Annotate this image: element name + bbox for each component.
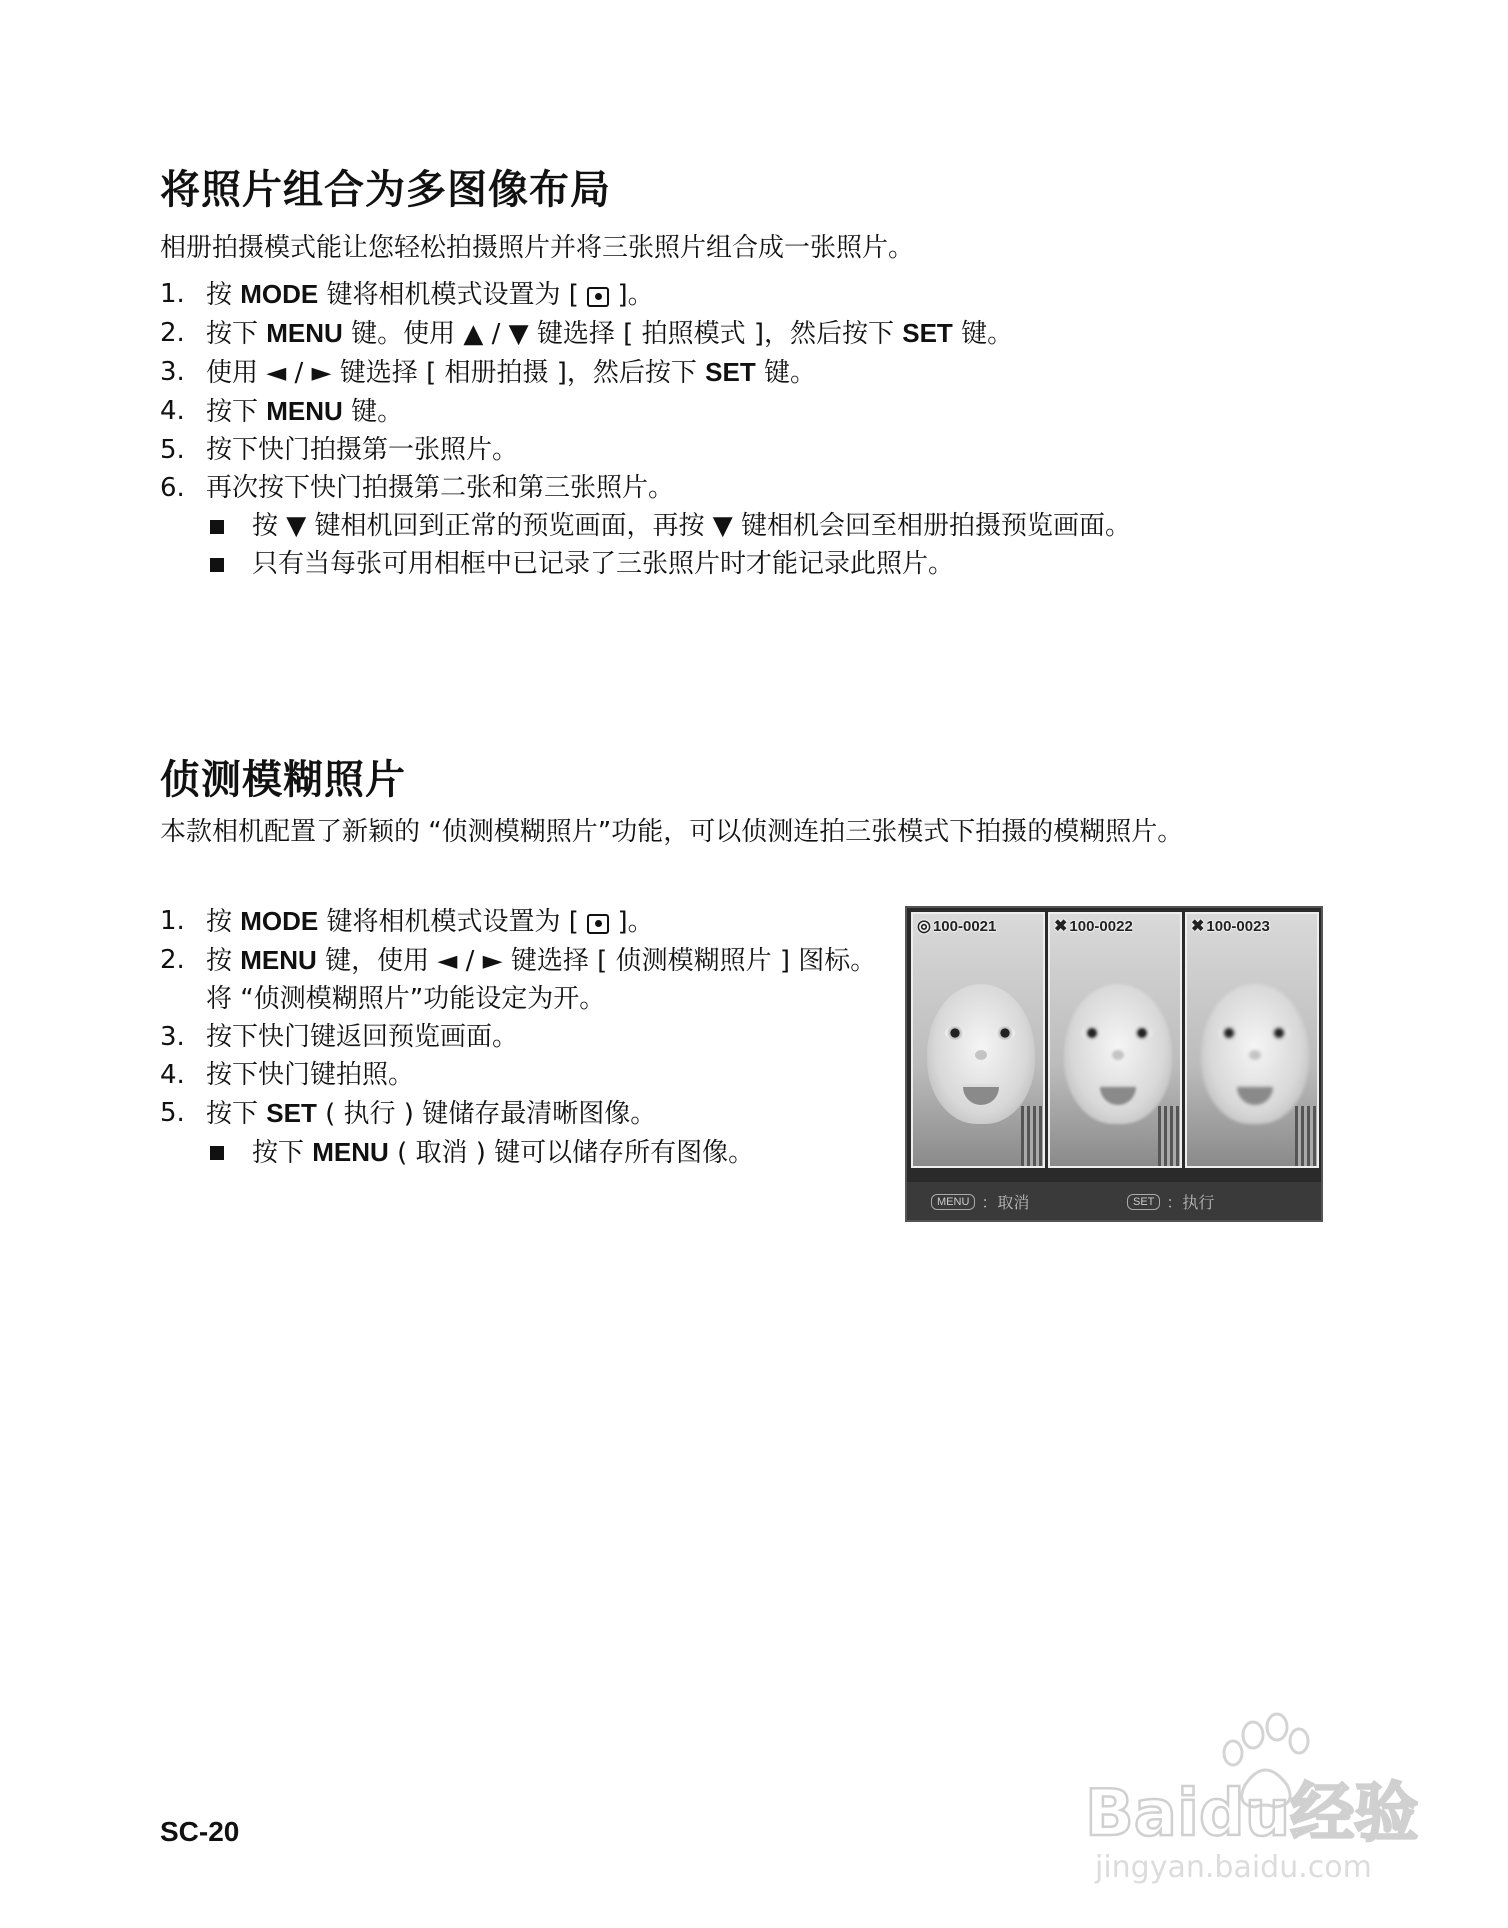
step-item: 6. 再次按下快门拍摄第二张和第三张照片。 按 ▼ 键相机回到正常的预览画面，再按 ▼ 键相机会回至相册拍摄预览画面。 只有当每张可用相框中已记录了三张照片时才能记录此照片。 — [160, 469, 1340, 583]
camera-mode-icon — [587, 914, 609, 934]
section2-title: 侦测模糊照片 — [160, 757, 406, 803]
bullet-square-icon — [210, 520, 224, 534]
section2-steps — [160, 902, 880, 1172]
photo-frame-3 — [1185, 912, 1319, 1168]
step-item: 4. 按下快门键拍照。 — [160, 1060, 415, 1090]
camera-mode-icon — [587, 287, 609, 307]
file-number: 100-0023 — [1206, 918, 1270, 935]
baby-face-image — [1201, 984, 1309, 1124]
baby-face-image — [1064, 984, 1172, 1124]
section1-steps — [160, 275, 1340, 583]
bullet-item: 按下 MENU ( 取消 ) 键可以储存所有图像。 — [206, 1133, 880, 1172]
photo-frame-1 — [911, 912, 1045, 1168]
step-item: 3. 按下快门键返回预览画面。 — [160, 1022, 519, 1052]
photo-frame-2 — [1048, 912, 1182, 1168]
svg-text:Baidu经验: Baidu经验 — [1085, 1777, 1419, 1851]
baby-face-image — [927, 984, 1035, 1124]
bullet-item: 按 ▼ 键相机回到正常的预览画面，再按 ▼ 键相机会回至相册拍摄预览画面。 — [206, 507, 1340, 545]
step-item: 2. 按 MENU 键，使用 ◄ / ► 键选择 [ 侦测模糊照片 ] 图标。将 “侦测模糊照片”功能设定为开。 — [160, 945, 877, 1014]
step-item: 5. 按下快门拍摄第一张照片。 — [160, 435, 519, 465]
execute-hint: SET ：执行 — [1127, 1190, 1214, 1213]
bullet-square-icon — [210, 558, 224, 572]
svg-text:jingyan.baidu.com: jingyan.baidu.com — [1095, 1850, 1372, 1885]
step-item: 1. 按 MODE 键将相机模式设置为 [ ]。 — [160, 906, 654, 937]
bullet-square-icon — [210, 1146, 224, 1160]
blur-mark-icon: ✖ — [1191, 918, 1205, 935]
section2-intro: 本款相机配置了新颖的 “侦测模糊照片”功能，可以侦测连拍三张模式下拍摄的模糊照片。 — [160, 817, 1184, 847]
section1-intro: 相册拍摄模式能让您轻松拍摄照片并将三张照片组合成一张照片。 — [160, 233, 915, 263]
sharp-mark-icon: ◎ — [917, 918, 931, 935]
step-item: 4. 按下 MENU 键。 — [160, 396, 404, 427]
baidu-watermark-logo — [1075, 1705, 1445, 1885]
step-item: 2. 按下 MENU 键。使用 ▲ / ▼ 键选择 [ 拍照模式 ]，然后按下 SET 键。 — [160, 318, 1014, 349]
step-item: 3. 使用 ◄ / ► 键选择 [ 相册拍摄 ]，然后按下 SET 键。 — [160, 357, 816, 388]
step-item: 5. 按下 SET ( 执行 ) 键储存最清晰图像。 按下 MENU ( 取消 ) 键可以储存所有图像。 — [160, 1094, 880, 1172]
cancel-hint: MENU ：取消 — [931, 1190, 1029, 1213]
set-key-icon: SET — [1127, 1194, 1160, 1210]
camera-lcd-screen — [905, 906, 1323, 1222]
menu-key-icon: MENU — [931, 1194, 975, 1210]
step-item: 1. 按 MODE 键将相机模式设置为 [ ]。 — [160, 279, 654, 310]
step-bullets — [206, 507, 1340, 583]
bullet-item: 只有当每张可用相框中已记录了三张照片时才能记录此照片。 — [206, 545, 1340, 583]
page-number: SC-20 — [160, 1816, 240, 1847]
file-number: 100-0021 — [932, 918, 997, 935]
blur-mark-icon: ✖ — [1054, 918, 1068, 935]
file-number: 100-0022 — [1069, 918, 1133, 935]
step-bullets — [206, 1133, 880, 1172]
section1-title: 将照片组合为多图像布局 — [160, 167, 611, 213]
lcd-action-bar — [907, 1182, 1321, 1220]
